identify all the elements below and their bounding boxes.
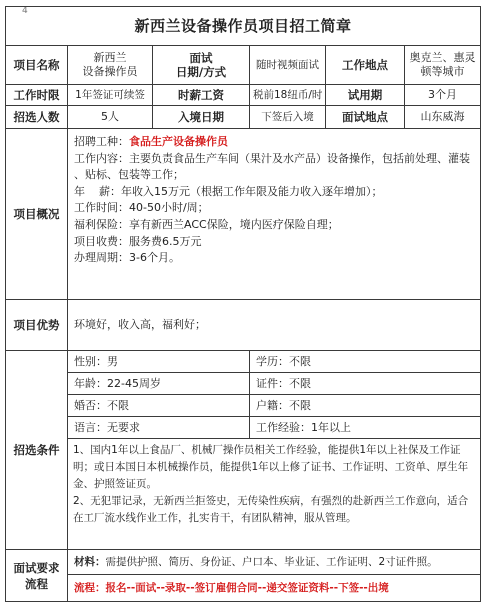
overview-fee: 项目收费：服务费6.5万元 xyxy=(74,234,202,248)
criteria-row-3 xyxy=(6,395,481,417)
info-row-3 xyxy=(6,106,481,129)
info-row-1 xyxy=(6,46,481,85)
interview-place-label: 面试地点 xyxy=(326,106,405,128)
entry-date-value: 下签后入境 xyxy=(250,106,326,129)
criteria-row-4 xyxy=(6,417,481,439)
page-title: 新西兰设备操作员项目招工简章 xyxy=(6,7,481,46)
interview-label-line-2: 日期/方式 xyxy=(175,65,227,79)
probation-cell xyxy=(326,85,481,106)
title-row xyxy=(6,7,481,46)
overview-row xyxy=(6,129,481,300)
job-prefix: 招聘工种： xyxy=(74,135,129,148)
recruitment-table xyxy=(5,6,481,602)
term-value: 1年签证可续签 xyxy=(68,85,153,106)
workplace-cell xyxy=(326,46,481,85)
interview-place-cell xyxy=(326,106,481,129)
marriage-cell: 婚否：不限 xyxy=(68,395,250,417)
interview-method-value: 随时视频面试 xyxy=(250,46,326,85)
overview-job xyxy=(74,134,474,151)
wage-value: 税前18纽币/时 xyxy=(250,85,326,106)
materials-value: 需提供护照、简历、身份证、户口本、毕业证、工作证明、2寸证件照。 xyxy=(105,556,438,568)
criteria-label: 招选条件 xyxy=(6,351,68,550)
probation-label: 试用期 xyxy=(326,85,405,105)
criteria-notes-row xyxy=(6,439,481,550)
workplace-label: 工作地点 xyxy=(326,46,405,84)
language-cell: 语言：无要求 xyxy=(68,417,250,439)
interview-date-label xyxy=(153,46,250,85)
overview-period: 办理周期：3-6个月。 xyxy=(74,251,180,265)
corner-mark: 4 xyxy=(22,6,28,16)
term-label: 工作时限 xyxy=(6,85,68,106)
wage-label: 时薪工资 xyxy=(153,85,250,106)
advantage-text: 环境好，收入高，福利好； xyxy=(68,300,481,351)
age-cell: 年龄：22-45周岁 xyxy=(68,373,250,395)
overview-hours: 工作时间：40-50小时/周； xyxy=(74,201,209,215)
overview-content xyxy=(68,129,481,300)
process-label-line-2: 流程 xyxy=(25,576,48,591)
interview-place-value: 山东威海 xyxy=(420,110,465,123)
workplace-value: 奥克兰、惠灵顿等城市 xyxy=(409,51,476,78)
overview-welfare: 福利保险：享有新西兰ACC保险，境内医疗保险自理； xyxy=(74,217,339,231)
project-name-line-1: 新西兰 xyxy=(93,51,127,64)
headcount-value: 5人 xyxy=(68,106,153,129)
materials-prefix: 材料： xyxy=(74,556,106,568)
entry-date-label: 入境日期 xyxy=(153,106,250,129)
overview-salary: 年 薪：年收入15万元（根据工作年限及能力收入逐年增加）； xyxy=(74,184,383,198)
criteria-row-1 xyxy=(6,351,481,373)
headcount-label: 招选人数 xyxy=(6,106,68,129)
certificate-cell: 证件：不限 xyxy=(250,373,481,395)
overview-content-line-2: 、贴标、包装等工作； xyxy=(74,168,184,182)
criteria-note-1: 1、国内1年以上食品厂、机械厂操作员相关工作经验，能提供1年以上社保及工作证明；或日本国日本机械操作员，能提供1年以上修了证书、工作证明、工资单、厚生年金、护照签证页。 xyxy=(73,444,469,490)
criteria-notes xyxy=(68,439,481,550)
advantage-row xyxy=(6,300,481,351)
criteria-note-2: 2、无犯罪记录，无新西兰拒签史，无传染性疾病，有强烈的赴新西兰工作意向，适合在工厂流水线作业工作，扎实肯干，有团队精神，服从管理。 xyxy=(73,495,469,524)
overview-label: 项目概况 xyxy=(6,129,68,300)
info-row-2 xyxy=(6,85,481,106)
project-name-value xyxy=(68,46,153,85)
advantage-label: 项目优势 xyxy=(6,300,68,351)
hukou-cell: 户籍：不限 xyxy=(250,395,481,417)
probation-value: 3个月 xyxy=(428,88,457,101)
experience-cell: 工作经验：1年以上 xyxy=(250,417,481,439)
interview-label-line-1: 面试 xyxy=(189,51,213,65)
gender-cell: 性别：男 xyxy=(68,351,250,373)
job-title: 食品生产设备操作员 xyxy=(129,135,228,148)
materials-row xyxy=(6,550,481,575)
project-name-line-2: 设备操作员 xyxy=(82,65,138,78)
flow-row xyxy=(6,575,481,602)
flow-text: 流程：报名--面试--录取--签订雇佣合同--递交签证资料--下签--出境 xyxy=(68,575,481,602)
criteria-row-2 xyxy=(6,373,481,395)
materials-text xyxy=(68,550,481,575)
project-name-label: 项目名称 xyxy=(6,46,68,85)
education-cell: 学历：不限 xyxy=(250,351,481,373)
process-label-line-1: 面试要求 xyxy=(13,560,60,575)
overview-content-line-1: 工作内容：主要负责食品生产车间（果汁及水产品）设备操作，包括前处理、灌装 xyxy=(74,151,470,165)
